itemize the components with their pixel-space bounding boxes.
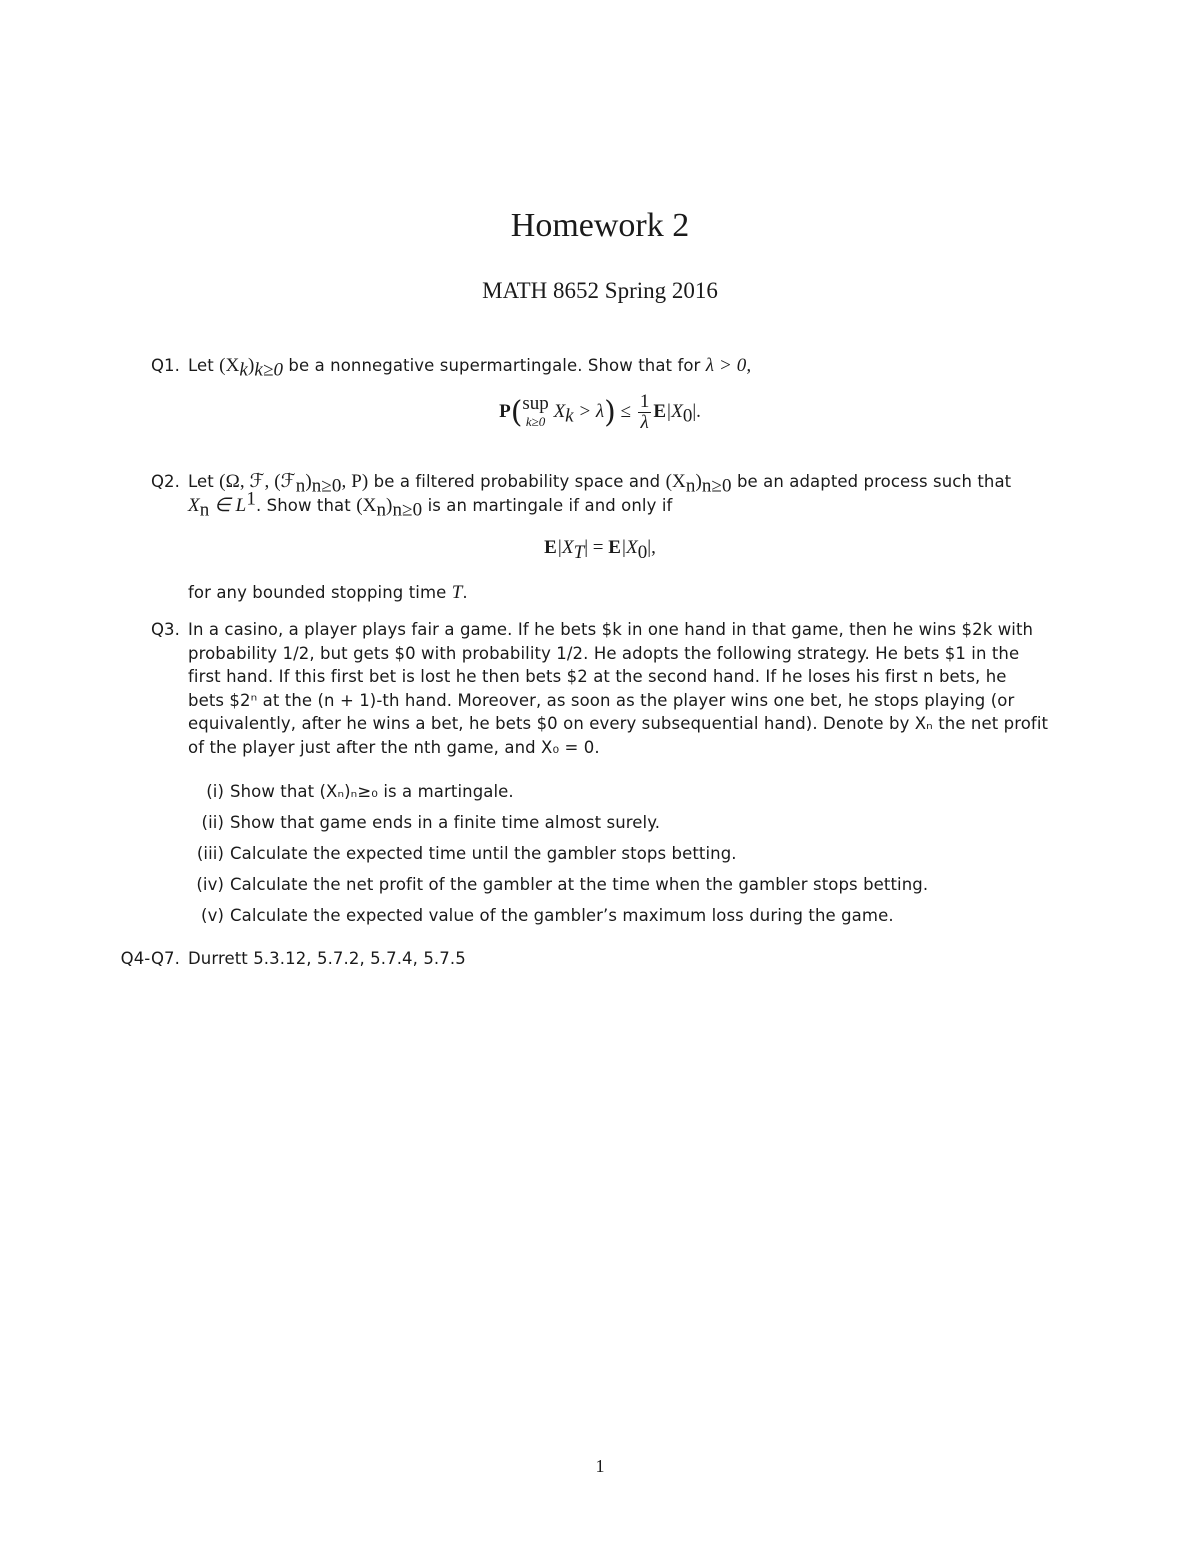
q2-line1-b: be a filtered probability space and [368, 472, 666, 491]
q2-display-sub: T [573, 541, 585, 563]
q1-statement [188, 354, 1062, 381]
q2-proc-idx-2: n≥0 [392, 498, 423, 520]
q1-frac-den: λ [640, 412, 649, 433]
page-number: 1 [595, 1456, 605, 1476]
q4-text: Durrett 5.3.12, 5.7.2, 5.7.4, 5.7.5 [188, 949, 466, 968]
q2-display-rhs: |X [620, 537, 638, 558]
q2-label: Q2. [150, 472, 180, 491]
q1-sup-under: k≥0 [525, 413, 546, 429]
q3-item-text: Calculate the expected time until the gambler stops betting. [230, 844, 737, 863]
document-title: Homework 2 [510, 207, 690, 244]
q2-space-sub: n [295, 475, 306, 497]
q1-seq-close: ) [247, 355, 255, 376]
q3-line: equivalently, after he wins a bet, he bets $0 on every subsequential hand). Denote by Xₙ the net profit [188, 714, 1049, 733]
q1-inner-X: X [553, 400, 566, 422]
q2-space: (Ω, ℱ, (ℱ [219, 471, 296, 492]
q1-frac-num: 1 [639, 391, 650, 412]
q2-proc: (X [665, 471, 686, 492]
q3-item-num: (iii) [196, 844, 224, 863]
q2-proc-sub: n [685, 475, 696, 497]
q2-proc-sub-2: n [376, 498, 387, 520]
q1-expect-E: E [653, 400, 667, 422]
q1-sup-word: sup [522, 392, 549, 414]
q2-display-end: |, [647, 537, 656, 558]
q1-seq-index: k≥0 [254, 359, 284, 381]
q2-display-mid-a: | = [584, 537, 609, 558]
q2-after-end: . [462, 583, 468, 602]
q2-space-idx: n≥0 [311, 475, 342, 497]
q3-line: probability 1/2, but gets $0 with probability 1/2. He adopts the following strategy. He bets $1 in the [188, 643, 1020, 663]
q3-item-text: Calculate the net profit of the gambler at the time when the gambler stops betting. [230, 875, 929, 894]
q3-label: Q3. [150, 620, 180, 639]
q1-prob-P: P [499, 400, 511, 422]
q2-space-close: , P) [341, 471, 369, 492]
q1-text-before: Let [188, 356, 220, 375]
q1-rhs-sub: 0 [682, 405, 693, 427]
q3-item-text: Calculate the expected value of the gambler’s maximum loss during the game. [230, 906, 894, 925]
q1-inner-gt: > λ [573, 400, 605, 422]
q2-let: Let [188, 472, 220, 491]
q3-item-text: Show that (Xₙ)ₙ≥₀ is a martingale. [230, 782, 514, 801]
q2-line2-c: . Show that [255, 495, 357, 515]
q2-display-E1: E [544, 537, 557, 558]
q2-line2-X: X [188, 494, 200, 516]
q2-display-equation [0, 537, 1200, 563]
q2-after [188, 581, 1062, 605]
q2-line1-c: be an adapted process such that [731, 472, 1012, 491]
q1-fraction [638, 392, 652, 433]
q2-line-1 [188, 470, 1062, 497]
q1-seq-sub: k [239, 359, 248, 381]
q3-statement [188, 618, 1062, 759]
q3-line: of the player just after the nth game, and X₀ = 0. [188, 737, 600, 757]
q3-item-num: (v) [201, 906, 224, 925]
q2-line2-in: ∈ L [209, 494, 247, 516]
q1-seq-open: (X [219, 355, 240, 376]
q1-left-paren: ( [510, 395, 523, 430]
document-subtitle: MATH 8652 Spring 2016 [482, 278, 718, 303]
q1-right-paren: ) [604, 395, 616, 430]
q2-line2-d: is an martingale if and only if [422, 495, 673, 515]
q2-line2-sup: 1 [246, 488, 256, 509]
q3-item-num: (iv) [196, 875, 224, 894]
q1-lambda-condition: λ > 0, [705, 355, 752, 376]
q2-display-lhs: |X [556, 537, 574, 558]
q2-after-T: T [451, 582, 463, 603]
q1-inner-sub: k [565, 405, 574, 427]
q1-label: Q1. [150, 356, 180, 375]
q1-display-equation [0, 392, 1200, 433]
q3-line: In a casino, a player plays fair a game. If he bets $k in one hand in that game, then he wins $2k with [188, 620, 1034, 639]
q2-line-2 [188, 488, 1062, 520]
q2-after-text: for any bounded stopping time [188, 583, 452, 602]
q3-item-num: (ii) [201, 813, 224, 832]
q2-statement [188, 470, 1062, 520]
q1-le: ≤ [620, 400, 632, 422]
q2-proc-paren: ) [695, 471, 702, 492]
q3-item-text: Show that game ends in a finite time almost surely. [230, 813, 661, 832]
q3-line: bets $2ⁿ at the (n + 1)-th hand. Moreover, as soon as the player wins one bet, he stops playing (or [188, 690, 1015, 710]
q3-item-num: (i) [206, 782, 224, 801]
q2-display-E2: E [608, 537, 621, 558]
q1-sup-operator [522, 392, 549, 431]
q4-label: Q4-Q7. [120, 949, 180, 968]
q2-proc-2: (X [356, 494, 377, 516]
q2-proc-idx: n≥0 [701, 475, 732, 497]
q1-rhs: |X [666, 400, 683, 422]
q2-line2-sub: n [199, 498, 210, 520]
q3-line: first hand. If this first bet is lost he then bets $2 at the second hand. If he loses his first n bets, he [188, 667, 1007, 686]
q1-rhs-close: |. [692, 400, 701, 422]
q2-space-paren: ) [305, 471, 312, 492]
q2-proc-paren-2: ) [386, 494, 393, 516]
q2-display-sub2: 0 [637, 541, 648, 563]
q1-text-after: be a nonnegative supermartingale. Show that for [283, 356, 706, 375]
